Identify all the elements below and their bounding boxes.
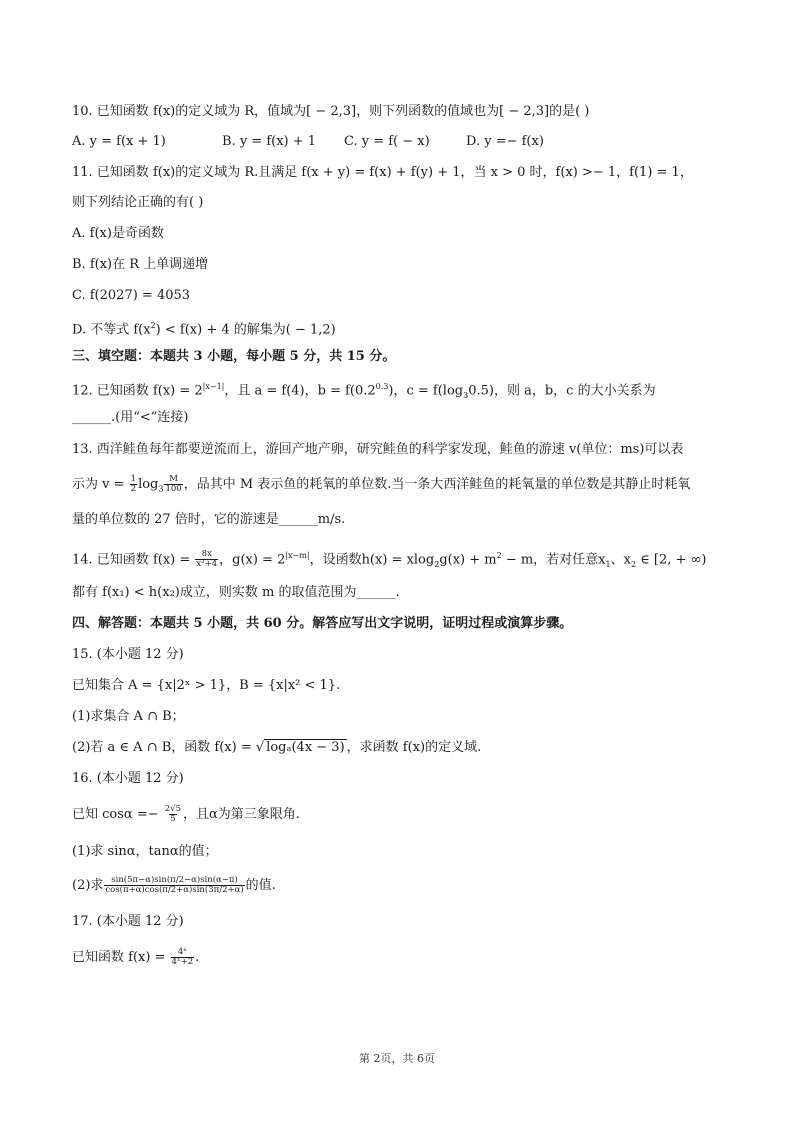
q17-title: 17. (本小题 12 分) (72, 914, 184, 929)
q10-option-d: D. y =− f(x) (466, 134, 544, 149)
q14-f-fraction: $\frac{8x}{\text{x²+4}}$ (196, 549, 218, 570)
q16-part1: (1)求 sinα，tanα的值； (72, 844, 218, 859)
q15-given: 已知集合 A = {x|2ˣ > 1}，B = {x|x² < 1}. (72, 678, 341, 693)
q11-option-c: C. f(2027) = 4053 (72, 288, 191, 303)
q16-trig-fraction: $\frac{\sin(5\pi-\alpha)\sin(\pi/2-\alpha)\sin(\alpha-\pi)}{\cos(\pi+\alpha)\cos(\pi/2+\alpha)\sin(3\pi/2+\alpha)}$ (105, 875, 244, 895)
q14-line2: 都有 f(x₁) < h(x₂)成立，则实数 m 的取值范围为______. (72, 585, 400, 600)
q12-answer-line: ______.(用“<”连接) (72, 410, 189, 425)
q16-part2: (2)求 $\frac{\sin(5\pi-\alpha)\sin(\pi/2-\alpha)\sin(\alpha-\pi)}{\cos(\pi+\alpha)\cos(\pi/2+\alpha)\sin(3\pi/2+\alpha)}$ 的值. (72, 875, 276, 895)
q17-fraction: $\frac{\text{4ˣ}}{\text{4ˣ+2}}$ (171, 947, 194, 967)
q15-part1: (1)求集合 A ∩ B； (72, 709, 185, 724)
q10-options (72, 133, 544, 151)
q13-line2: 示为 v = $\frac{1}{2}$ $\log_3$ $\frac{M}{100}$ ，品其中 M 表示鱼的耗氧的单位数.当一条大西洋鲑鱼的耗氧量的单位数是其静止时耗氧 (72, 474, 691, 494)
q14-line1: 14. 已知函数 f(x) = $\frac{8x}{\text{x²+4}}$ ，$g(x) = 2^{|x-m|}$，设函数$h(x) = xlog_2g(x) + m^2 - m$，若对任意$x_1$、$x_2$ ∈ [2, + ∞) (72, 549, 707, 570)
q11-option-b: B. f(x)在 R 上单调递增 (72, 257, 209, 272)
q13-m-fraction: $\frac{M}{100}$ (165, 474, 182, 494)
q17-given: 已知函数 f(x) = $\frac{\text{4ˣ}}{\text{4ˣ+2}}$ . (72, 947, 200, 967)
q10-option-a: A. y = f(x + 1) (72, 134, 166, 149)
q11-option-d: D. 不等式 $f(x^2) < f(x) + 4$ 的解集为( − 1,2) (72, 321, 336, 338)
q10-stem: 10. 已知函数 f(x)的定义域为 R，值域为[ − 2,3]，则下列函数的值域也为[ − 2,3]的是( ) (72, 104, 590, 119)
q10-option-c: C. y = f( − x) (344, 134, 430, 149)
q11-stem-line2: 则下列结论正确的有( ) (72, 195, 204, 210)
q12-stem: 12. 已知函数 $f(x) = 2^{|x-1|}$，且 a = f(4)，$b = f(0.2^{0.3})$，$c = f(\log_30.5)$，则 a，b，c 的大小关系为 (72, 382, 656, 400)
q13-half-fraction: $\frac{1}{2}$ (130, 474, 137, 494)
q11-option-a: A. f(x)是奇函数 (72, 226, 164, 241)
q15-title: 15. (本小题 12 分) (72, 647, 184, 662)
section-fill-in-header: 三、填空题：本题共 3 小题，每小题 5 分，共 15 分。 (72, 349, 396, 364)
q13-line3: 量的单位数的 27 倍时，它的游速是______m/s. (72, 512, 346, 527)
q11-stem-line1: 11. 已知函数 f(x)的定义域为 R.且满足 f(x + y) = f(x) + f(y) + 1，当 x > 0 时，f(x) >− 1，f(1) = 1， (72, 165, 693, 180)
q16-given: 已知 cosα =− $\frac{2√5}{5}$ ，且α为第三象限角. (72, 804, 300, 824)
q15-part2: (2)若 a ∈ A ∩ B，函数 f(x) = √ logₐ(4x − 3) ，求函数 f(x)的定义域. (72, 740, 482, 755)
q16-cos-fraction: $\frac{2√5}{5}$ (164, 804, 181, 824)
q13-line1: 13. 西洋鲑鱼每年都要逆流而上，游回产地产卵，研究鲑鱼的科学家发现，鲑鱼的游速 v(单位：ms)可以表 (72, 442, 684, 457)
section-solve-header: 四、解答题：本题共 5 小题，共 60 分。解答应写出文字说明，证明过程或演算步骤。 (72, 616, 573, 631)
q10-option-b: B. y = f(x) + 1 (222, 134, 317, 149)
q16-title: 16. (本小题 12 分) (72, 771, 184, 786)
page-footer: 第 2页，共 6页 (359, 1052, 435, 1065)
